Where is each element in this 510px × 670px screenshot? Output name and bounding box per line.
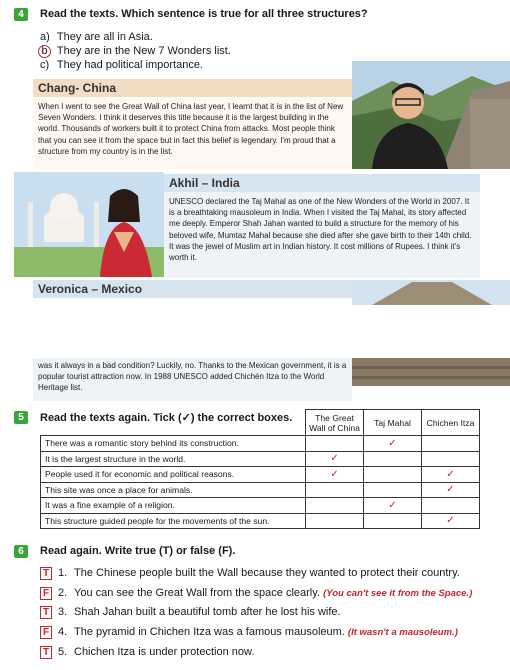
veronica-text-partial: was it always in a bad condition? Luckily, no. Thanks to the Mexican government, it is a popular tourist attraction now. In 1988 UNESCO added Chichén Itza to the World Heritage list. <box>33 358 352 401</box>
tf-item <box>40 566 460 581</box>
akhil-name-bar: Akhil – India <box>164 174 480 192</box>
tf-number: 4. <box>58 626 68 638</box>
tick-cell[interactable] <box>306 513 364 529</box>
tf-correction: (It wasn't a mausoleum.) <box>347 627 458 638</box>
tick-cell[interactable] <box>306 482 364 498</box>
table-row <box>41 467 480 483</box>
tick-cell[interactable]: ✓ <box>422 467 480 483</box>
exercise-4-number: 4 <box>14 8 28 21</box>
exercise-5-title: Read the texts again. Tick (✓) the correct boxes. <box>40 412 293 424</box>
option-letter: a) <box>40 31 50 43</box>
table-row <box>41 436 480 452</box>
tf-statement: The pyramid in Chichen Itza was a famous mausoleum. <box>74 626 345 638</box>
row-statement: It is the largest structure in the world. <box>41 451 306 467</box>
tick-cell[interactable]: ✓ <box>306 451 364 467</box>
table-row <box>41 482 480 498</box>
akhil-text: UNESCO declared the Taj Mahal as one of the New Wonders of the World in 2007. It is a breathtaking mausoleum in India. When I visited the Taj Mahal, its story affected me deeply. Emperor Shah Jahan wanted to build a structure for the memory of his beloved wife, Mumtaz Mahal because she died after she gave birth to their 14th child. It was the jewel of Muslim art in Indian history. It cost millions of Rupees. I think it's worth it. <box>164 192 480 278</box>
option-letter: c) <box>40 59 50 71</box>
tf-item <box>40 605 341 620</box>
chang-name-bar: Chang- China <box>33 79 352 97</box>
tick-cell[interactable] <box>364 513 422 529</box>
tf-answer-box[interactable]: F <box>40 626 52 639</box>
tf-answer-box[interactable]: T <box>40 646 52 659</box>
tick-cell[interactable] <box>422 451 480 467</box>
chichen-itza-photo-bottom <box>352 358 510 386</box>
exercise-4-title: Read the texts. Which sentence is true for all three structures? <box>40 8 368 20</box>
tick-cell[interactable] <box>364 451 422 467</box>
exercise-6-number: 6 <box>14 545 28 558</box>
row-statement: There was a romantic story behind its construction. <box>41 436 306 452</box>
tf-statement: Chichen Itza is under protection now. <box>74 646 255 658</box>
col-header-chichen-itza: Chichen Itza <box>422 410 480 436</box>
table-row <box>41 498 480 514</box>
chang-text: When I went to see the Great Wall of China last year, I learnt that it is in the list of New Seven Wonders. I think it deserves this title because it is the largest building in the world. Thousands of workers built it to protect China from attacks. Most people think that you can see it from the space but in fact this belief is legendary. I'm proud that a structure from my country is in the list. <box>33 97 352 169</box>
table-row <box>41 451 480 467</box>
col-header-great-wall: The Great Wall of China <box>306 410 364 436</box>
tick-cell[interactable]: ✓ <box>306 467 364 483</box>
tf-number: 5. <box>58 646 68 658</box>
col-header-taj-mahal: Taj Mahal <box>364 410 422 436</box>
tick-cell[interactable] <box>306 436 364 452</box>
tf-item <box>40 645 254 660</box>
option-text: They had political importance. <box>56 59 203 71</box>
tick-cell[interactable] <box>364 467 422 483</box>
taj-mahal-photo <box>14 172 164 277</box>
option-text: They are all in Asia. <box>56 31 153 43</box>
option-a <box>40 31 153 43</box>
option-b <box>40 45 231 58</box>
tf-correction: (You can't see it from the Space.) <box>323 588 473 599</box>
tick-cell[interactable]: ✓ <box>422 513 480 529</box>
row-statement: This site was once a place for animals. <box>41 482 306 498</box>
tick-cell[interactable] <box>306 498 364 514</box>
tf-answer-box[interactable]: T <box>40 606 52 619</box>
great-wall-photo <box>352 61 510 169</box>
tf-answer-box[interactable]: T <box>40 567 52 580</box>
tf-number: 3. <box>58 606 68 618</box>
tick-cell[interactable]: ✓ <box>422 482 480 498</box>
option-text: They are in the New 7 Wonders list. <box>56 45 231 57</box>
tf-statement: The Chinese people built the Wall because they wanted to protect their country. <box>74 567 460 579</box>
table-header-spacer <box>41 410 306 436</box>
option-letter-circled: b <box>38 45 51 58</box>
exercise-5-number: 5 <box>14 411 28 424</box>
row-statement: People used it for economic and political reasons. <box>41 467 306 483</box>
option-c <box>40 59 203 71</box>
tf-number: 1. <box>58 567 68 579</box>
tf-item <box>40 625 458 640</box>
veronica-name-bar: Veronica – Mexico <box>33 280 352 298</box>
tick-cell[interactable] <box>364 482 422 498</box>
chichen-itza-photo-top <box>352 280 510 305</box>
row-statement: This structure guided people for the movements of the sun. <box>41 513 306 529</box>
exercise-6-title: Read again. Write true (T) or false (F). <box>40 545 236 557</box>
tick-cell[interactable]: ✓ <box>364 436 422 452</box>
tick-cell[interactable] <box>422 436 480 452</box>
tf-statement: Shah Jahan built a beautiful tomb after he lost his wife. <box>74 606 341 618</box>
tick-cell[interactable]: ✓ <box>364 498 422 514</box>
row-statement: It was a fine example of a religion. <box>41 498 306 514</box>
tf-number: 2. <box>58 587 68 599</box>
tick-table <box>40 409 480 529</box>
tf-answer-box[interactable]: F <box>40 587 52 600</box>
tf-statement: You can see the Great Wall from the space clearly. <box>74 587 320 599</box>
tf-item <box>40 586 472 601</box>
table-row <box>41 513 480 529</box>
tick-cell[interactable] <box>422 498 480 514</box>
